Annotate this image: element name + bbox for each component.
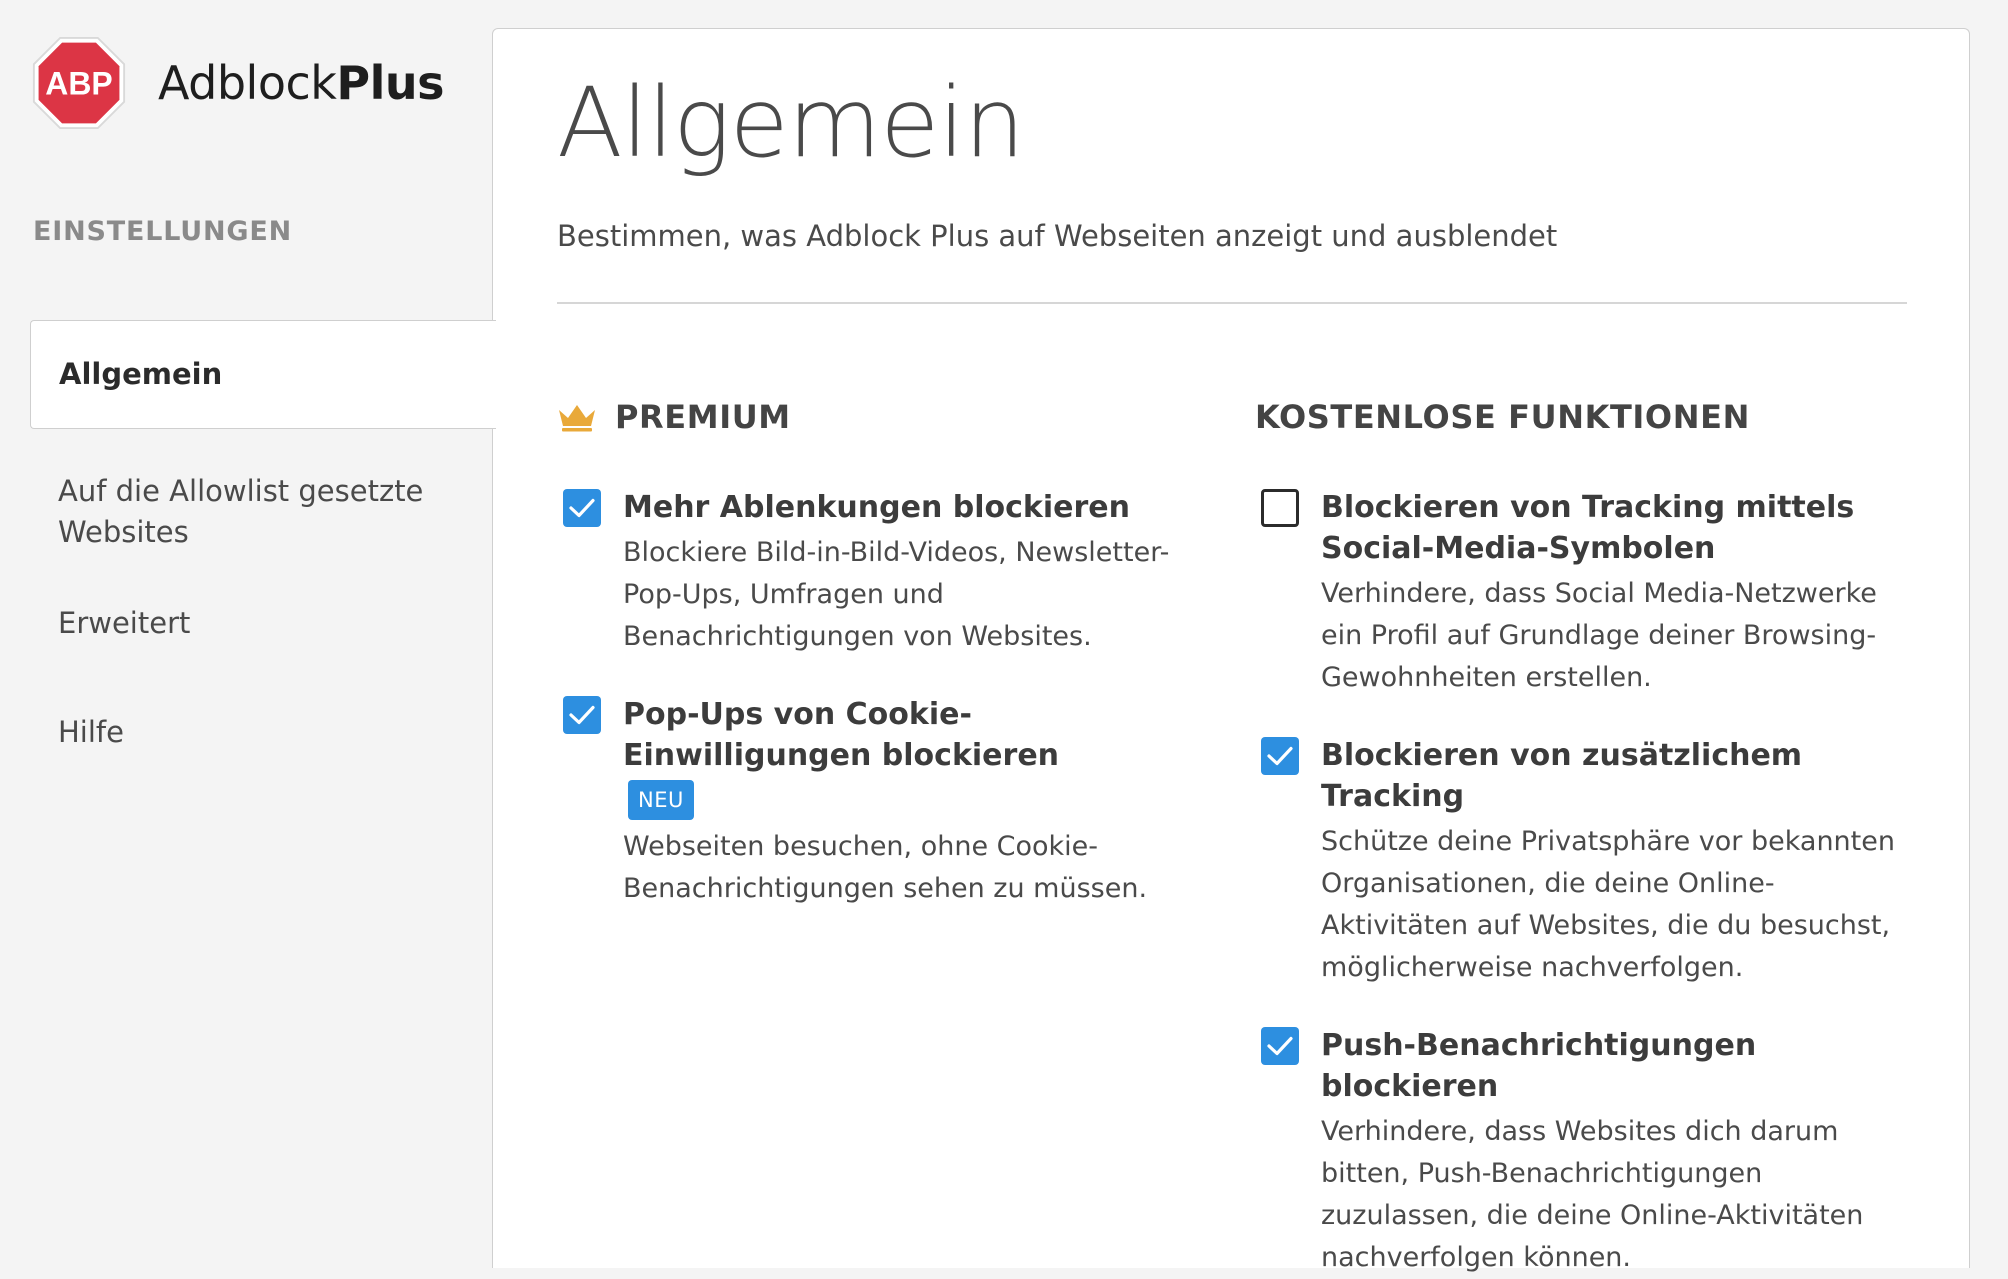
option-title: Blockieren von Tracking mittels Social-Media-Symbolen (1321, 490, 1855, 566)
free-section (1255, 369, 1895, 1279)
option-social-media-tracking (1255, 487, 1895, 699)
option-title: Mehr Ablenkungen blockieren (623, 490, 1130, 525)
sidebar-item-allgemein[interactable]: Allgemein (30, 320, 496, 429)
page-title: Allgemein (557, 67, 1024, 179)
sidebar-item-hilfe[interactable]: Hilfe (58, 715, 124, 749)
checkmark-icon (1266, 1035, 1294, 1057)
premium-section (557, 369, 1197, 910)
new-badge: NEU (628, 780, 694, 820)
checkbox-social-media-tracking[interactable] (1261, 489, 1299, 527)
sidebar-item-erweitert[interactable]: Erweitert (58, 606, 191, 640)
premium-heading (557, 369, 1197, 465)
sidebar-item-allowlist[interactable]: Auf die Allowlist gesetzte Websites (58, 474, 424, 549)
checkmark-icon (1266, 745, 1294, 767)
brand-logo (32, 36, 444, 130)
checkbox-additional-tracking[interactable] (1261, 737, 1299, 775)
checkbox-mehr-ablenkungen[interactable] (563, 489, 601, 527)
checkmark-icon (568, 497, 596, 519)
abp-logo-text: ABP (45, 65, 113, 102)
free-heading: KOSTENLOSE FUNKTIONEN (1255, 398, 1750, 436)
option-description: Verhindere, dass Social Media-Netzwerke ein Profil auf Grundlage deiner Browsing-Gewohnheiten erstellen. (1321, 578, 1877, 693)
abp-logo-icon (32, 36, 126, 130)
premium-heading-label: PREMIUM (615, 398, 791, 436)
brand-name (158, 56, 445, 110)
brand-name-regular: Adblock (158, 56, 337, 110)
option-additional-tracking (1255, 735, 1895, 989)
sidebar-nav (30, 320, 493, 753)
option-description: Verhindere, dass Websites dich darum bitten, Push-Benachrichtigungen zuzulassen, die deine Online-Aktivitäten nachverfolgen können. (1321, 1116, 1864, 1273)
option-body (1321, 1025, 1895, 1279)
option-title: Push-Benachrichtigungen blockieren (1321, 1028, 1757, 1104)
option-body (1321, 735, 1895, 989)
option-body (623, 694, 1197, 910)
page-subtitle: Bestimmen, was Adblock Plus auf Webseiten anzeigt und ausblendet (557, 219, 1558, 253)
option-description: Schütze deine Privatsphäre vor bekannten Organisationen, die deine Online-Aktivitäten auf Websites, die du besuchst, möglicherweise nachverfolgen. (1321, 826, 1895, 983)
option-title: Blockieren von zusätzlichem Tracking (1321, 738, 1803, 814)
crown-icon (557, 402, 597, 432)
option-description: Webseiten besuchen, ohne Cookie-Benachrichtigungen sehen zu müssen. (623, 831, 1148, 904)
option-description: Blockiere Bild-in-Bild-Videos, Newsletter-Pop-Ups, Umfragen und Benachrichtigungen von Websites. (623, 537, 1170, 652)
option-title: Pop-Ups von Cookie-Einwilligungen blockieren (623, 697, 1060, 773)
option-push-notifications (1255, 1025, 1895, 1279)
main-panel (492, 28, 1970, 1273)
checkbox-push-notifications[interactable] (1261, 1027, 1299, 1065)
divider (557, 302, 1907, 304)
brand-name-bold: Plus (336, 56, 445, 110)
option-mehr-ablenkungen (557, 487, 1197, 658)
sidebar-heading: EINSTELLUNGEN (33, 216, 292, 247)
option-cookie-popups (557, 694, 1197, 910)
checkbox-cookie-popups[interactable] (563, 696, 601, 734)
option-body (1321, 487, 1895, 699)
option-body (623, 487, 1197, 658)
checkmark-icon (568, 704, 596, 726)
